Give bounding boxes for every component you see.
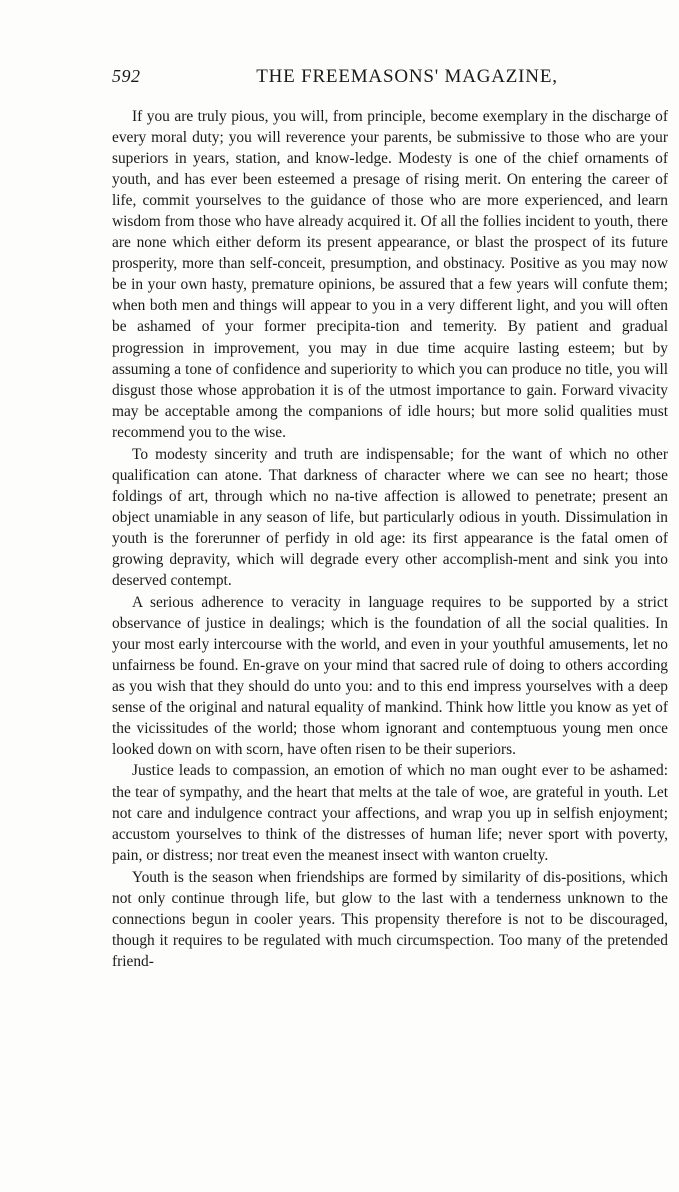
paragraph-justice: A serious adherence to veracity in language requires to be supported by a strict observance of justice in dealings; which is the foundation of all the social qualities. In your most early intercourse with the world, and even in your youthful amusements, let no unfairness be found. En-grave on your mind that sacred rule of doing to others according as you wish that they should do unto you: and to this end impress yourselves with a deep sense of the original and natural equality of mankind. Think how little you know as yet of the vicissitudes of the world; those whom ignorant and contemptuous young men once looked down on with scorn, have often risen to be their superiors. [112, 594, 668, 759]
paragraph-compassion: Justice leads to compassion, an emotion of which no man ought ever to be ashamed: the tear of sympathy, and the heart that melts at the tale of woe, are grateful in youth. Let not care and indulgence contract your affections, and wrap you up in selfish enjoyment; accustom yourselves to think of the distresses of human life; never sport with poverty, pain, or distress; nor treat even the meanest insect with wanton cruelty. [112, 762, 668, 864]
paragraph-friendship: Youth is the season when friendships are formed by similarity of dis-positions, which not only continue through life, but glow to the last with a tenderness unknown to the connections begun in cooler years. This propensity therefore is not to be discouraged, though it requires to be regulated with much circumspection. Too many of the pretended friend- [112, 868, 668, 970]
article-body [112, 106, 668, 972]
running-title: THE FREEMASONS' MAGAZINE, [256, 66, 558, 87]
page-number: 592 [112, 66, 141, 86]
paragraph-piety: If you are truly pious, you will, from principle, become exemplary in the discharge of every moral duty; you will reverence your parents, be submissive to those who are your superiors in years, station, and know-ledge. Modesty is one of the chief ornaments of youth, and has ever been esteemed a presage of rising merit. On entering the career of life, commit yourselves to the guidance of those who are more experienced, and learn wisdom from those who have already acquired it. Of all the follies incident to youth, there are none which either deform its present appearance, or blast the prospect of its future prosperity, more than self-conceit, presumption, and obstinacy. Positive as you may now be in your own hasty, premature opinions, be assured that a few years will confute them; when both men and things will appear to you in a very different light, and you will often be ashamed of your former precipita-tion and temerity. By patient and gradual progression in improvement, you may in due time acquire lasting esteem; but by assuming a tone of confidence and superiority to which you can produce no title, you will disgust those whose approbation it is of the utmost importance to gain. Forward vivacity may be acceptable among the companions of idle hours; but more solid qualities must recommend you to the wise. [112, 108, 668, 441]
page-header [112, 66, 668, 92]
paragraph-sincerity: To modesty sincerity and truth are indispensable; for the want of which no other qualification can atone. That darkness of character where we can see no heart; those foldings of art, through which no na-tive affection is allowed to penetrate; present an object unamiable in any season of life, but particularly odious in youth. Dissimulation in youth is the forerunner of perfidy in old age: its first appearance is the fatal omen of growing depravity, which will degrade every other accomplish-ment and sink you into deserved contempt. [112, 445, 668, 590]
